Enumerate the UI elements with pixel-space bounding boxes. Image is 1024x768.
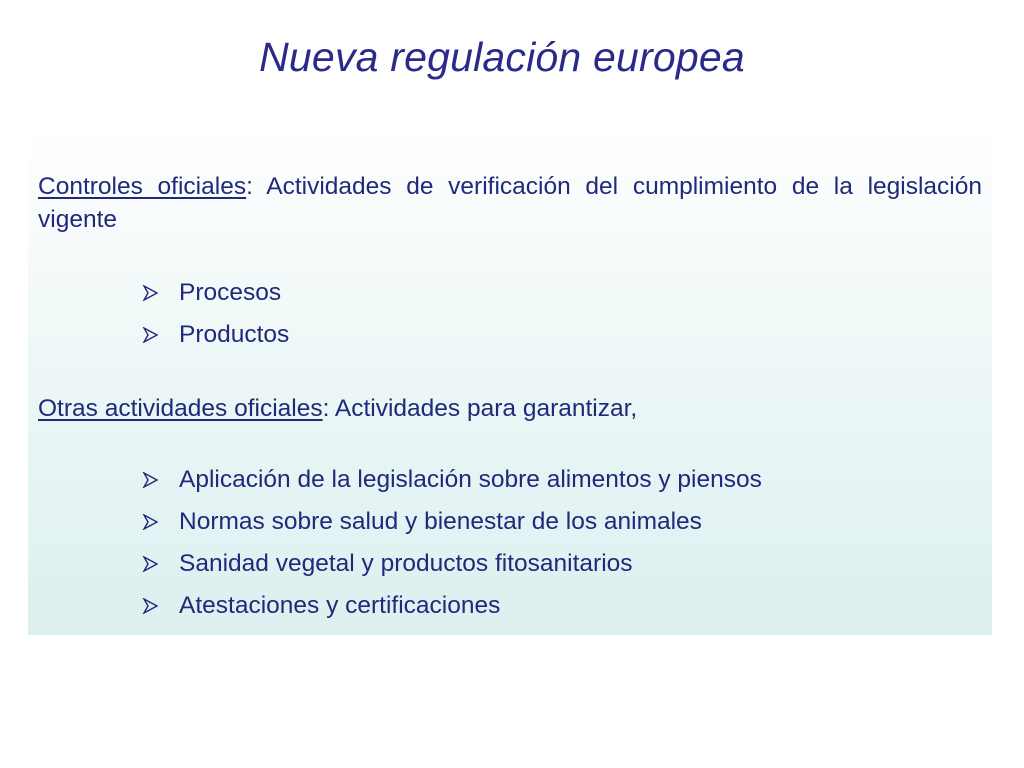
controles-bullet-list [142, 272, 289, 356]
otras-actividades-term: Otras actividades oficiales [38, 395, 323, 422]
list-item [142, 459, 762, 501]
list-item [142, 585, 762, 627]
list-item [142, 501, 762, 543]
list-item [142, 272, 289, 314]
arrow-bullet-icon [142, 514, 158, 530]
otras-actividades-separator: : [322, 395, 330, 422]
bullet-text: Productos [179, 321, 290, 348]
controles-oficiales-definition: Actividades de verificación del cumplimiento de la legislación vigente [38, 173, 982, 233]
bullet-text: Atestaciones y certificaciones [179, 592, 501, 619]
controles-oficiales-term: Controles oficiales [38, 173, 247, 200]
slide-title: Nueva regulación europea [259, 34, 745, 80]
otras-actividades-bullet-list [142, 459, 762, 627]
arrow-bullet-icon [142, 472, 158, 488]
bullet-text: Procesos [179, 279, 282, 306]
controles-oficiales-paragraph [38, 170, 982, 236]
arrow-bullet-icon [142, 327, 158, 343]
bullet-text: Aplicación de la legislación sobre alimentos y piensos [179, 466, 762, 493]
otras-actividades-definition: Actividades para garantizar, [329, 395, 638, 422]
arrow-bullet-icon [142, 556, 158, 572]
bullet-text: Normas sobre salud y bienestar de los animales [179, 508, 702, 535]
list-item [142, 314, 289, 356]
arrow-bullet-icon [142, 598, 158, 614]
bullet-text: Sanidad vegetal y productos fitosanitarios [179, 550, 633, 577]
controles-oficiales-separator: : [246, 173, 253, 200]
otras-actividades-paragraph [38, 392, 982, 425]
list-item [142, 543, 762, 585]
arrow-bullet-icon [142, 285, 158, 301]
